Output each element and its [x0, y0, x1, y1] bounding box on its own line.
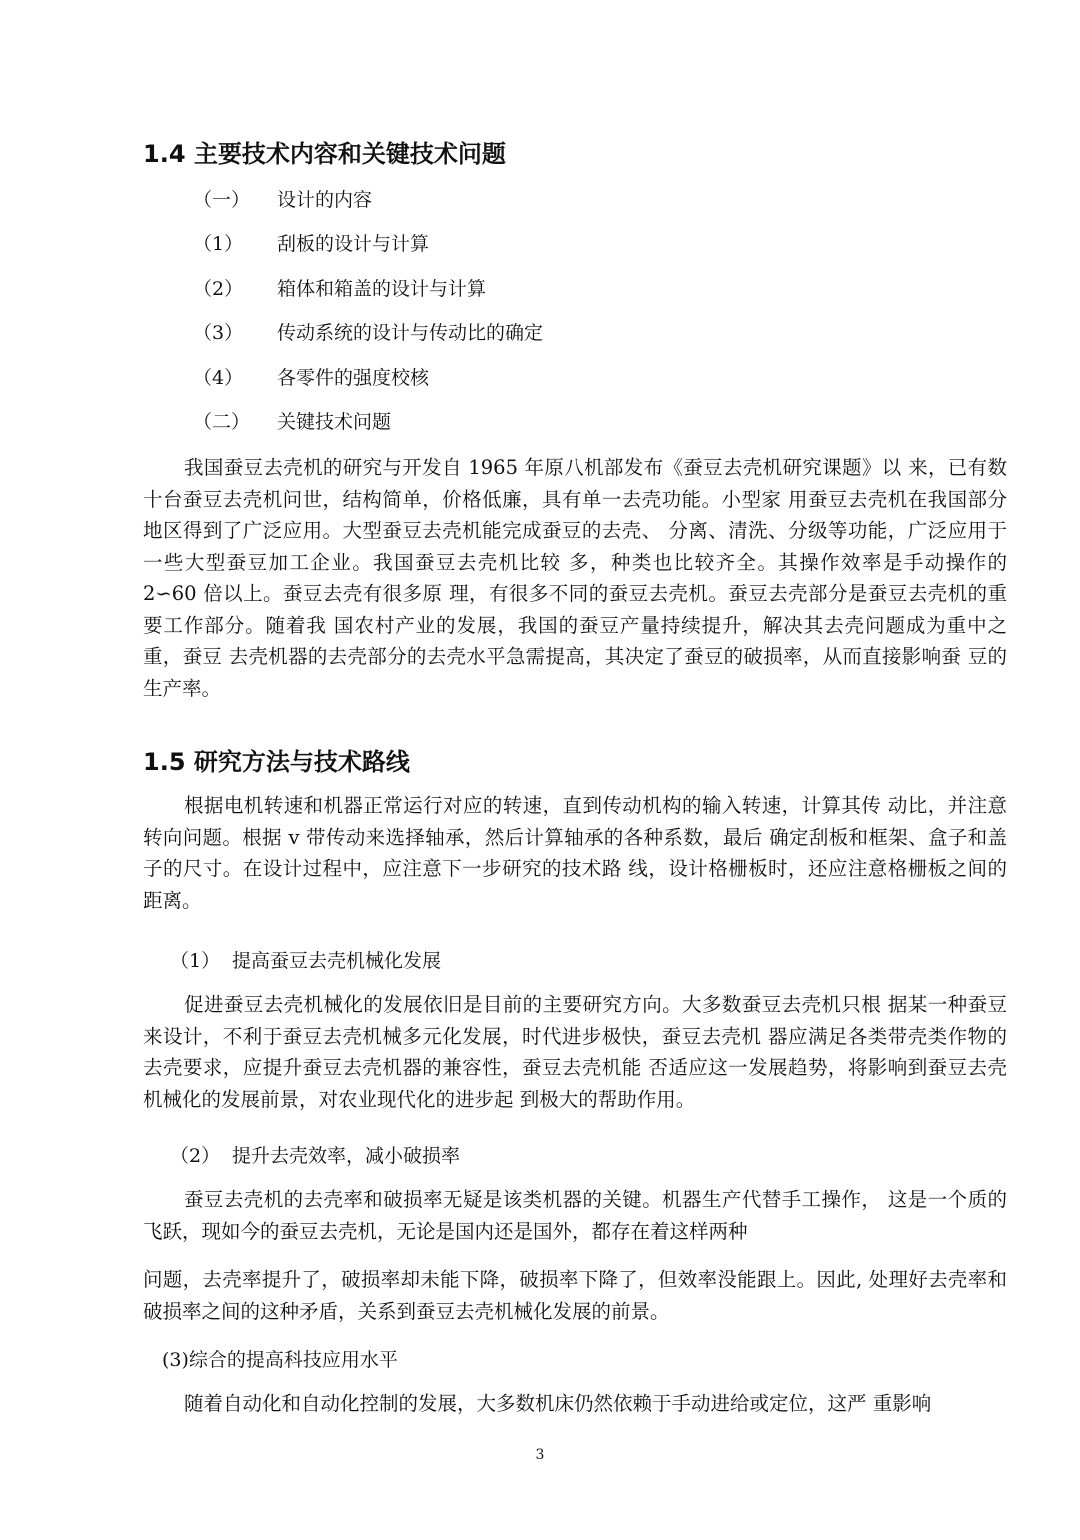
list-item-text: 箱体和箱盖的设计与计算	[277, 278, 487, 300]
paragraph-technology: 随着自动化和自动化控制的发展，大多数机床仍然依赖于手动进给或定位，这严 重影响	[184, 1392, 932, 1415]
section-heading-1-4: 1.4 主要技术内容和关键技术问题	[143, 140, 506, 168]
list-item-number: （4）	[193, 367, 244, 389]
paragraph-efficiency-part1: 蚕豆去壳机的去壳率和破损率无疑是该类机器的关键。机器生产代替手工操作， 这是一个质的飞跃，现如今的蚕豆去壳机，无论是国内还是国外，都存在着这样两种	[143, 1188, 1007, 1243]
paragraph-mechanization: 促进蚕豆去壳机械化的发展依旧是目前的主要研究方向。大多数蚕豆去壳机只根 据某一种蚕豆来设计，不利于蚕豆去壳机械多元化发展，时代进步极快，蚕豆去壳机 器应满足各类带壳类作物的去壳要求，应提升蚕豆去壳机器的兼容性，蚕豆去壳机能 否适应这一发展趋势，将影响到蚕豆去壳机械化的发展前景，对农业现代化的进步起 到极大的帮助作用。	[143, 993, 1007, 1111]
list-item-number: （一）	[193, 189, 251, 211]
subheading-technology: (3)综合的提高科技应用水平	[162, 1349, 398, 1371]
list-item-number: （2）	[193, 278, 244, 300]
list-item-number: （3）	[193, 322, 244, 344]
paragraph-key-issues: 我国蚕豆去壳机的研究与开发自 1965 年原八机部发布《蚕豆去壳机研究课题》以 来，已有数十台蚕豆去壳机问世，结构简单，价格低廉，具有单一去壳功能。小型家 用蚕豆去壳机在我国部分地区得到了广泛应用。大型蚕豆去壳机能完成蚕豆的去壳、 分离、清洗、分级等功能，广泛应用于一些大型蚕豆加工企业。我国蚕豆去壳机比较 多，种类也比较齐全。其操作效率是手动操作的 2∽60 倍以上。蚕豆去壳有很多原 理，有很多不同的蚕豆去壳机。蚕豆去壳部分是蚕豆去壳机的重要工作部分。随着我 国农村产业的发展，我国的蚕豆产量持续提升，解决其去壳问题成为重中之重，蚕豆 去壳机器的去壳部分的去壳水平急需提高，其决定了蚕豆的破损率，从而直接影响蚕 豆的生产率。	[143, 456, 1007, 700]
list-item-number: （二）	[193, 411, 251, 433]
subheading-text: 提升去壳效率，减小破损率	[232, 1145, 461, 1167]
page-number: 3	[535, 1447, 545, 1463]
list-item-text: 各零件的强度校核	[277, 367, 430, 389]
subheading-number: （2）	[170, 1145, 221, 1167]
paragraph-efficiency-part2: 问题，去壳率提升了，破损率却未能下降，破损率下降了，但效率没能跟上。因此, 处理好去壳率和破损率之间的这种矛盾，关系到蚕豆去壳机械化发展的前景。	[143, 1268, 1007, 1323]
section-heading-1-5: 1.5 研究方法与技术路线	[143, 748, 410, 776]
list-item-text: 关键技术问题	[277, 411, 392, 433]
paragraph-methods: 根据电机转速和机器正常运行对应的转速，直到传动机构的输入转速，计算其传 动比，并注意转向问题。根据 v 带传动来选择轴承，然后计算轴承的各种系数，最后 确定刮板和框架、盒子和盖子的尺寸。在设计过程中，应注意下一步研究的技术路 线，设计格栅板时，还应注意格栅板之间的距离。	[143, 794, 1007, 912]
list-item-text: 刮板的设计与计算	[277, 233, 430, 255]
subheading-text: 提高蚕豆去壳机械化发展	[232, 950, 442, 972]
list-item-text: 传动系统的设计与传动比的确定	[277, 322, 544, 344]
list-item-text: 设计的内容	[277, 189, 373, 211]
subheading-number: （1）	[170, 950, 221, 972]
list-item-number: （1）	[193, 233, 244, 255]
